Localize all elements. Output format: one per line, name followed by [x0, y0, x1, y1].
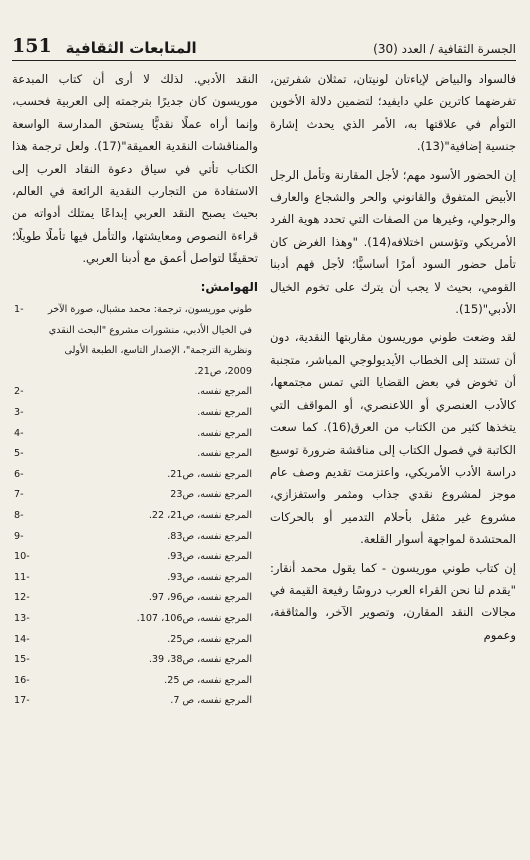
footnote-item — [12, 444, 258, 465]
footnote-text: طوني موريسون، ترجمة: محمد مشبال، صورة الآخر في الخيال الأدبي، منشورات مشروع "البحث النقدي ونظرية الترجمة"، الإصدار التاسع، الطبعة الأولى 2009، ص21. — [47, 304, 252, 377]
footnote-text: المرجع نفسه، ص23 — [170, 489, 252, 501]
footnote-number: 13- — [14, 612, 30, 624]
footnote-item — [12, 300, 258, 382]
footnote-number: 7- — [14, 489, 24, 501]
footnote-number: 4- — [14, 427, 24, 439]
footnote-text: المرجع نفسه، ص106، 107. — [136, 612, 252, 624]
footnote-text: المرجع نفسه. — [197, 386, 252, 398]
footnote-number: 3- — [14, 407, 24, 419]
section-title: المتابعات الثقافية — [65, 39, 197, 57]
footnote-item — [12, 424, 258, 445]
footnote-text: المرجع نفسه، ص96، 97. — [148, 592, 252, 604]
footnote-number: 6- — [14, 468, 24, 480]
footnote-text: المرجع نفسه، ص38، 39. — [148, 654, 252, 666]
footnote-item — [12, 691, 258, 712]
page-header — [12, 34, 516, 61]
footnote-item — [12, 382, 258, 403]
footnote-number: 10- — [14, 551, 30, 563]
footnote-item — [12, 485, 258, 506]
footnote-number: 16- — [14, 674, 30, 686]
footnote-item — [12, 568, 258, 589]
footnote-item — [12, 609, 258, 630]
footnote-text: المرجع نفسه، ص83. — [167, 530, 252, 542]
footnote-number: 9- — [14, 530, 24, 542]
footnote-item — [12, 671, 258, 692]
footnote-number: 12- — [14, 592, 30, 604]
footnote-item — [12, 630, 258, 651]
footnotes-list — [12, 300, 258, 712]
footnote-text: المرجع نفسه. — [197, 448, 252, 460]
footnote-number: 1- — [14, 304, 24, 316]
footnote-text: المرجع نفسه. — [197, 407, 252, 419]
footnote-item — [12, 527, 258, 548]
footnote-number: 17- — [14, 695, 30, 707]
footnote-item — [12, 547, 258, 568]
left-column — [12, 68, 258, 853]
footnote-text: المرجع نفسه، ص21. — [167, 468, 252, 480]
page-number: 151 — [12, 35, 52, 57]
paragraph: لقد وضعت طوني موريسون مقاربتها النقدية، دون أن تستند إلى الخطاب الأيديولوجي المباشر، متجنبة أن تخوض في بعض القضايا التي تمس مجتمعها، كالأدب العنصري أو اللاعنصري، أو المواقف التي يتخذها كثير من الكتاب من العرق(16). كما سعت الكاتبة في فصول الكتاب إلى مناقشة ضرورة توسيع دراسة الأدب الأمريكي، واعتزمت تقديم وصف عام موجز لمشروع نقدي جذاب ومثمر واستفزازي، مشروع غير مثقل بأحلام التدمير أو بالحركات المحتشدة لمواجهة أسوار القلعة. — [270, 330, 516, 547]
right-column — [270, 68, 516, 853]
footnote-text: المرجع نفسه، ص 7. — [170, 695, 252, 707]
footnote-text: المرجع نفسه، ص93. — [167, 571, 252, 583]
footnote-item — [12, 506, 258, 527]
paragraph: إن كتاب طوني موريسون - كما يقول محمد أنقار: "يقدم لنا نحن القراء العرب دروسًا رفيعة القيمة في مجالات النقد المقارن، وتصوير الآخر، والمثاقفة، وعموم — [270, 560, 516, 642]
footnote-number: 8- — [14, 510, 24, 521]
footnote-number: 5- — [14, 448, 24, 460]
footnote-number: 15- — [14, 654, 30, 666]
footnote-text: المرجع نفسه، ص21، 22. — [148, 510, 252, 521]
journal-issue: الجسرة الثقافية / العدد (30) — [373, 42, 516, 56]
footnote-text: المرجع نفسه، ص 25. — [164, 674, 252, 686]
paragraph: فالسواد والبياض لإياءتان لونيتان، تمثلان شفرتين، تفرضهما كاترين علي دايفيد؛ لتضمين دلالة الأخوين التوأم في علاقتها به، الأمر الذي يحدث إشارة جنسية إضافية"(13). — [270, 72, 516, 154]
footnote-item — [12, 403, 258, 424]
footnote-text: المرجع نفسه، ص93. — [167, 551, 252, 563]
footnote-text: المرجع نفسه. — [197, 427, 252, 439]
footnote-item — [12, 588, 258, 609]
paragraph: إن الحضور الأسود مهم؛ لأجل المقارنة وتأمل الرجل الأبيض المتفوق والقانوني والحر والشجاع والعارف والرجولي، وغيرها من الصفات التي تحدد هوية الفرد الأمريكي وتؤسس اختلافه(14). "وهذا الغرض كان تأمل حضور السود أمرًا أساسيًّا؛ لأجل فهم أدبنا القومي، بحيث لا يجب أن يترك على تخوم الخيال الأدبي"(15). — [270, 167, 516, 317]
footnote-number: 2- — [14, 386, 24, 398]
footnote-number: 11- — [14, 571, 30, 583]
footnote-number: 14- — [14, 633, 30, 645]
header-left — [12, 35, 197, 60]
notes-title: الهوامش: — [200, 279, 258, 294]
paragraph: النقد الأدبي. لذلك لا أرى أن كتاب المبدعة موريسون كان جديرًا بترجمته إلى العربية فحسب، وإنما أراه عملًا نقديًّا يستحق المدارسة الواسعة والمناقشات النقدية العميقة"(17). ولعل ترجمة هذا الكتاب تأتي في سياق دعوة النقاد العرب إلى الاستفادة من التجارب النقدية الرائعة في العالم، بحيث يصبح النقد العربي إبداعًا يمتلك أدواته من قراءة النصوص ومعايشتها، والتأمل فيها تأملًا طويلًا؛ تحقيقًا لتواصل أعمق مع أدبنا العربي. — [12, 72, 258, 266]
footnote-item — [12, 465, 258, 486]
footnote-item — [12, 650, 258, 671]
footnote-text: المرجع نفسه، ص25. — [167, 633, 252, 645]
